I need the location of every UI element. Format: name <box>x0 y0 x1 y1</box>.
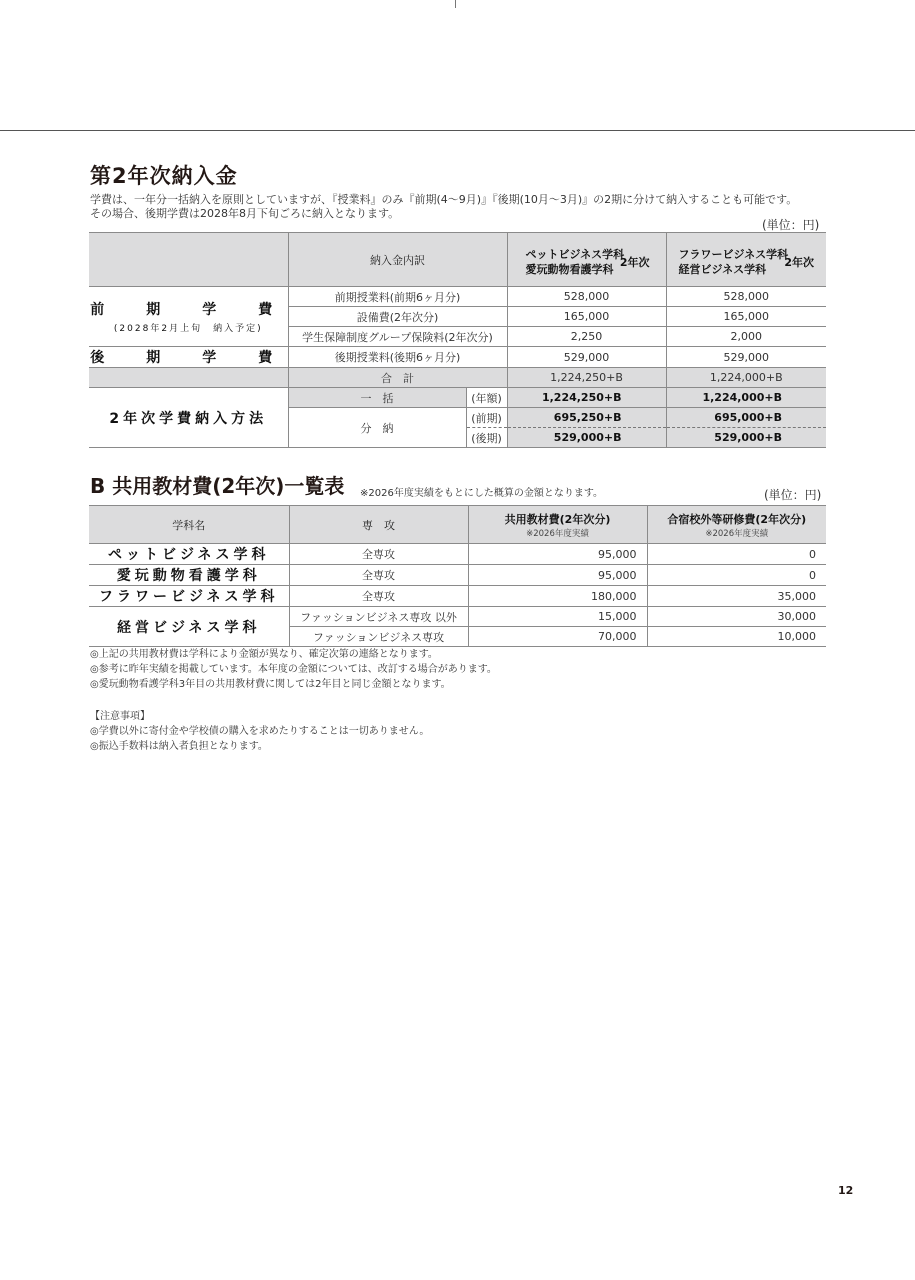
caution-title: 【注意事項】 <box>90 711 150 722</box>
row-item: 設備費(2年次分) <box>288 307 507 327</box>
zenki-label: 前 期 学 費 <box>90 302 287 318</box>
caution-item: ◎振込手数料は納入者負担となります。 <box>90 741 268 752</box>
crop-mark <box>455 0 456 8</box>
header-dept: 学科名 <box>89 506 289 544</box>
dept-name <box>89 544 289 565</box>
zenki-sub: (2028年2月上旬 納入予定) <box>113 324 263 334</box>
value-1: 180,000 <box>468 586 647 607</box>
major: ファッションビジネス専攻 以外 <box>289 607 468 627</box>
lump-v1: 1,224,250+B <box>507 388 666 408</box>
table-row <box>89 347 826 368</box>
header-col1-label: 共用教材費(2年次分) <box>504 512 611 526</box>
row-v1: 528,000 <box>507 287 666 307</box>
method-label-cell <box>89 388 288 448</box>
value-1: 15,000 <box>468 607 647 627</box>
header-col2-label: 合宿校外等研修費(2年次分) <box>667 512 807 526</box>
note-item: ◎愛玩動物看護学科3年目の共用教材費に関しては2年目と同じ金額となります。 <box>90 679 451 690</box>
major: ファッションビジネス専攻 <box>289 627 468 647</box>
unit-label: (単位：円) <box>762 218 820 232</box>
koki-label: 後 期 学 費 <box>90 350 287 366</box>
table-row <box>89 565 826 586</box>
lump-row <box>89 388 826 408</box>
row-v2: 529,000 <box>666 347 826 368</box>
dept-text: ペットビジネス学科 <box>107 547 270 563</box>
dept-text: フラワービジネス学科 <box>98 589 279 605</box>
unit-label-2: (単位：円) <box>764 488 822 502</box>
dept-name <box>89 586 289 607</box>
lump-tag: (年額) <box>466 388 507 408</box>
page-number: 12 <box>838 1184 854 1197</box>
header-col1-note: ※2026年度実績 <box>526 528 589 539</box>
row-item: 後期授業料(後期6ヶ月分) <box>288 347 507 368</box>
row-v1: 529,000 <box>507 347 666 368</box>
header-col2-year: 2年次 <box>784 255 814 269</box>
header-col2 <box>647 506 826 544</box>
table-row <box>89 287 826 307</box>
header-col1-line2: 愛玩動物看護学科 <box>525 262 614 276</box>
row-v1: 165,000 <box>507 307 666 327</box>
koki-label-cell <box>89 347 288 368</box>
header-col1 <box>468 506 647 544</box>
table-row <box>89 586 826 607</box>
split-v1: 529,000+B <box>507 428 666 448</box>
header-rule <box>0 130 915 131</box>
header-col2-note: ※2026年度実績 <box>705 528 769 539</box>
total-label: 合 計 <box>288 368 507 388</box>
note-item: ◎参考に昨年実績を掲載しています。本年度の金額については、改訂する場合があります。 <box>90 664 497 675</box>
total-row <box>89 368 826 388</box>
header-col2 <box>666 233 826 287</box>
lump-v2: 1,224,000+B <box>666 388 826 408</box>
dept-name <box>89 607 289 647</box>
lump-label: 一 括 <box>288 388 466 408</box>
split-v2: 695,000+B <box>666 408 826 428</box>
materials-notes <box>90 647 497 692</box>
row-item: 学生保障制度グループ保険料(2年次分) <box>288 327 507 347</box>
total-v2: 1,224,000+B <box>666 368 826 388</box>
dept-text: 経営ビジネス学科 <box>116 619 261 636</box>
section1-title: 第2年次納入金 <box>90 164 238 188</box>
note-item: ◎上記の共用教材費は学科により金額が異なり、確定次第の連絡となります。 <box>90 649 438 660</box>
value-1: 95,000 <box>468 565 647 586</box>
section2-title: B 共用教材費(2年次)一覧表 <box>90 474 345 498</box>
section1-intro <box>90 193 797 221</box>
method-label: 2年次学費納入方法 <box>109 410 268 427</box>
caution-item: ◎学費以外に寄付金や学校債の購入を求めたりすることは一切ありません。 <box>90 726 430 737</box>
header-breakdown: 納入金内訳 <box>288 233 507 287</box>
major: 全専攻 <box>289 586 468 607</box>
row-v2: 165,000 <box>666 307 826 327</box>
intro-line-2: その場合、後期学費は2028年8月下旬ごろに納入となります。 <box>90 207 400 220</box>
table-row <box>89 607 826 627</box>
materials-header <box>89 506 826 544</box>
header-col1-year: 2年次 <box>619 255 650 269</box>
split-v2: 529,000+B <box>666 428 826 448</box>
row-item: 前期授業料(前期6ヶ月分) <box>288 287 507 307</box>
major: 全専攻 <box>289 544 468 565</box>
total-blank <box>89 368 288 388</box>
value-1: 70,000 <box>468 627 647 647</box>
total-v1: 1,224,250+B <box>507 368 666 388</box>
table-row <box>89 544 826 565</box>
split-tag: (前期) <box>466 408 507 428</box>
row-v2: 528,000 <box>666 287 826 307</box>
value-2: 35,000 <box>647 586 826 607</box>
header-col2-line1: フラワービジネス学科 <box>678 247 789 261</box>
payment-method-table <box>89 387 826 448</box>
row-v1: 2,250 <box>507 327 666 347</box>
intro-line-1: 学費は、一年分一括納入を原則としていますが、『授業料』のみ『前期(4〜9月)』『後期(10月〜3月)』の2期に分けて納入することも可能です。 <box>90 193 798 206</box>
section2-title-note: ※2026年度実績をもとにした概算の金額となります。 <box>360 488 604 499</box>
dept-name <box>89 565 289 586</box>
dept-text: 愛玩動物看護学科 <box>116 568 261 584</box>
materials-table <box>89 505 826 647</box>
caution-notes <box>90 709 429 754</box>
split-v1: 695,250+B <box>507 408 666 428</box>
header-col1-line1: ペットビジネス学科 <box>525 247 625 261</box>
major: 全専攻 <box>289 565 468 586</box>
value-2: 0 <box>647 565 826 586</box>
split-label: 分 納 <box>288 408 466 448</box>
value-1: 95,000 <box>468 544 647 565</box>
header-blank <box>89 233 288 287</box>
zenki-label-cell <box>89 287 288 347</box>
header-col2-line2: 経営ビジネス学科 <box>678 262 767 276</box>
value-2: 10,000 <box>647 627 826 647</box>
header-major: 専 攻 <box>289 506 468 544</box>
header-col1 <box>507 233 666 287</box>
value-2: 0 <box>647 544 826 565</box>
split-tag: (後期) <box>466 428 507 448</box>
tuition-table <box>89 232 826 388</box>
value-2: 30,000 <box>647 607 826 627</box>
row-v2: 2,000 <box>666 327 826 347</box>
